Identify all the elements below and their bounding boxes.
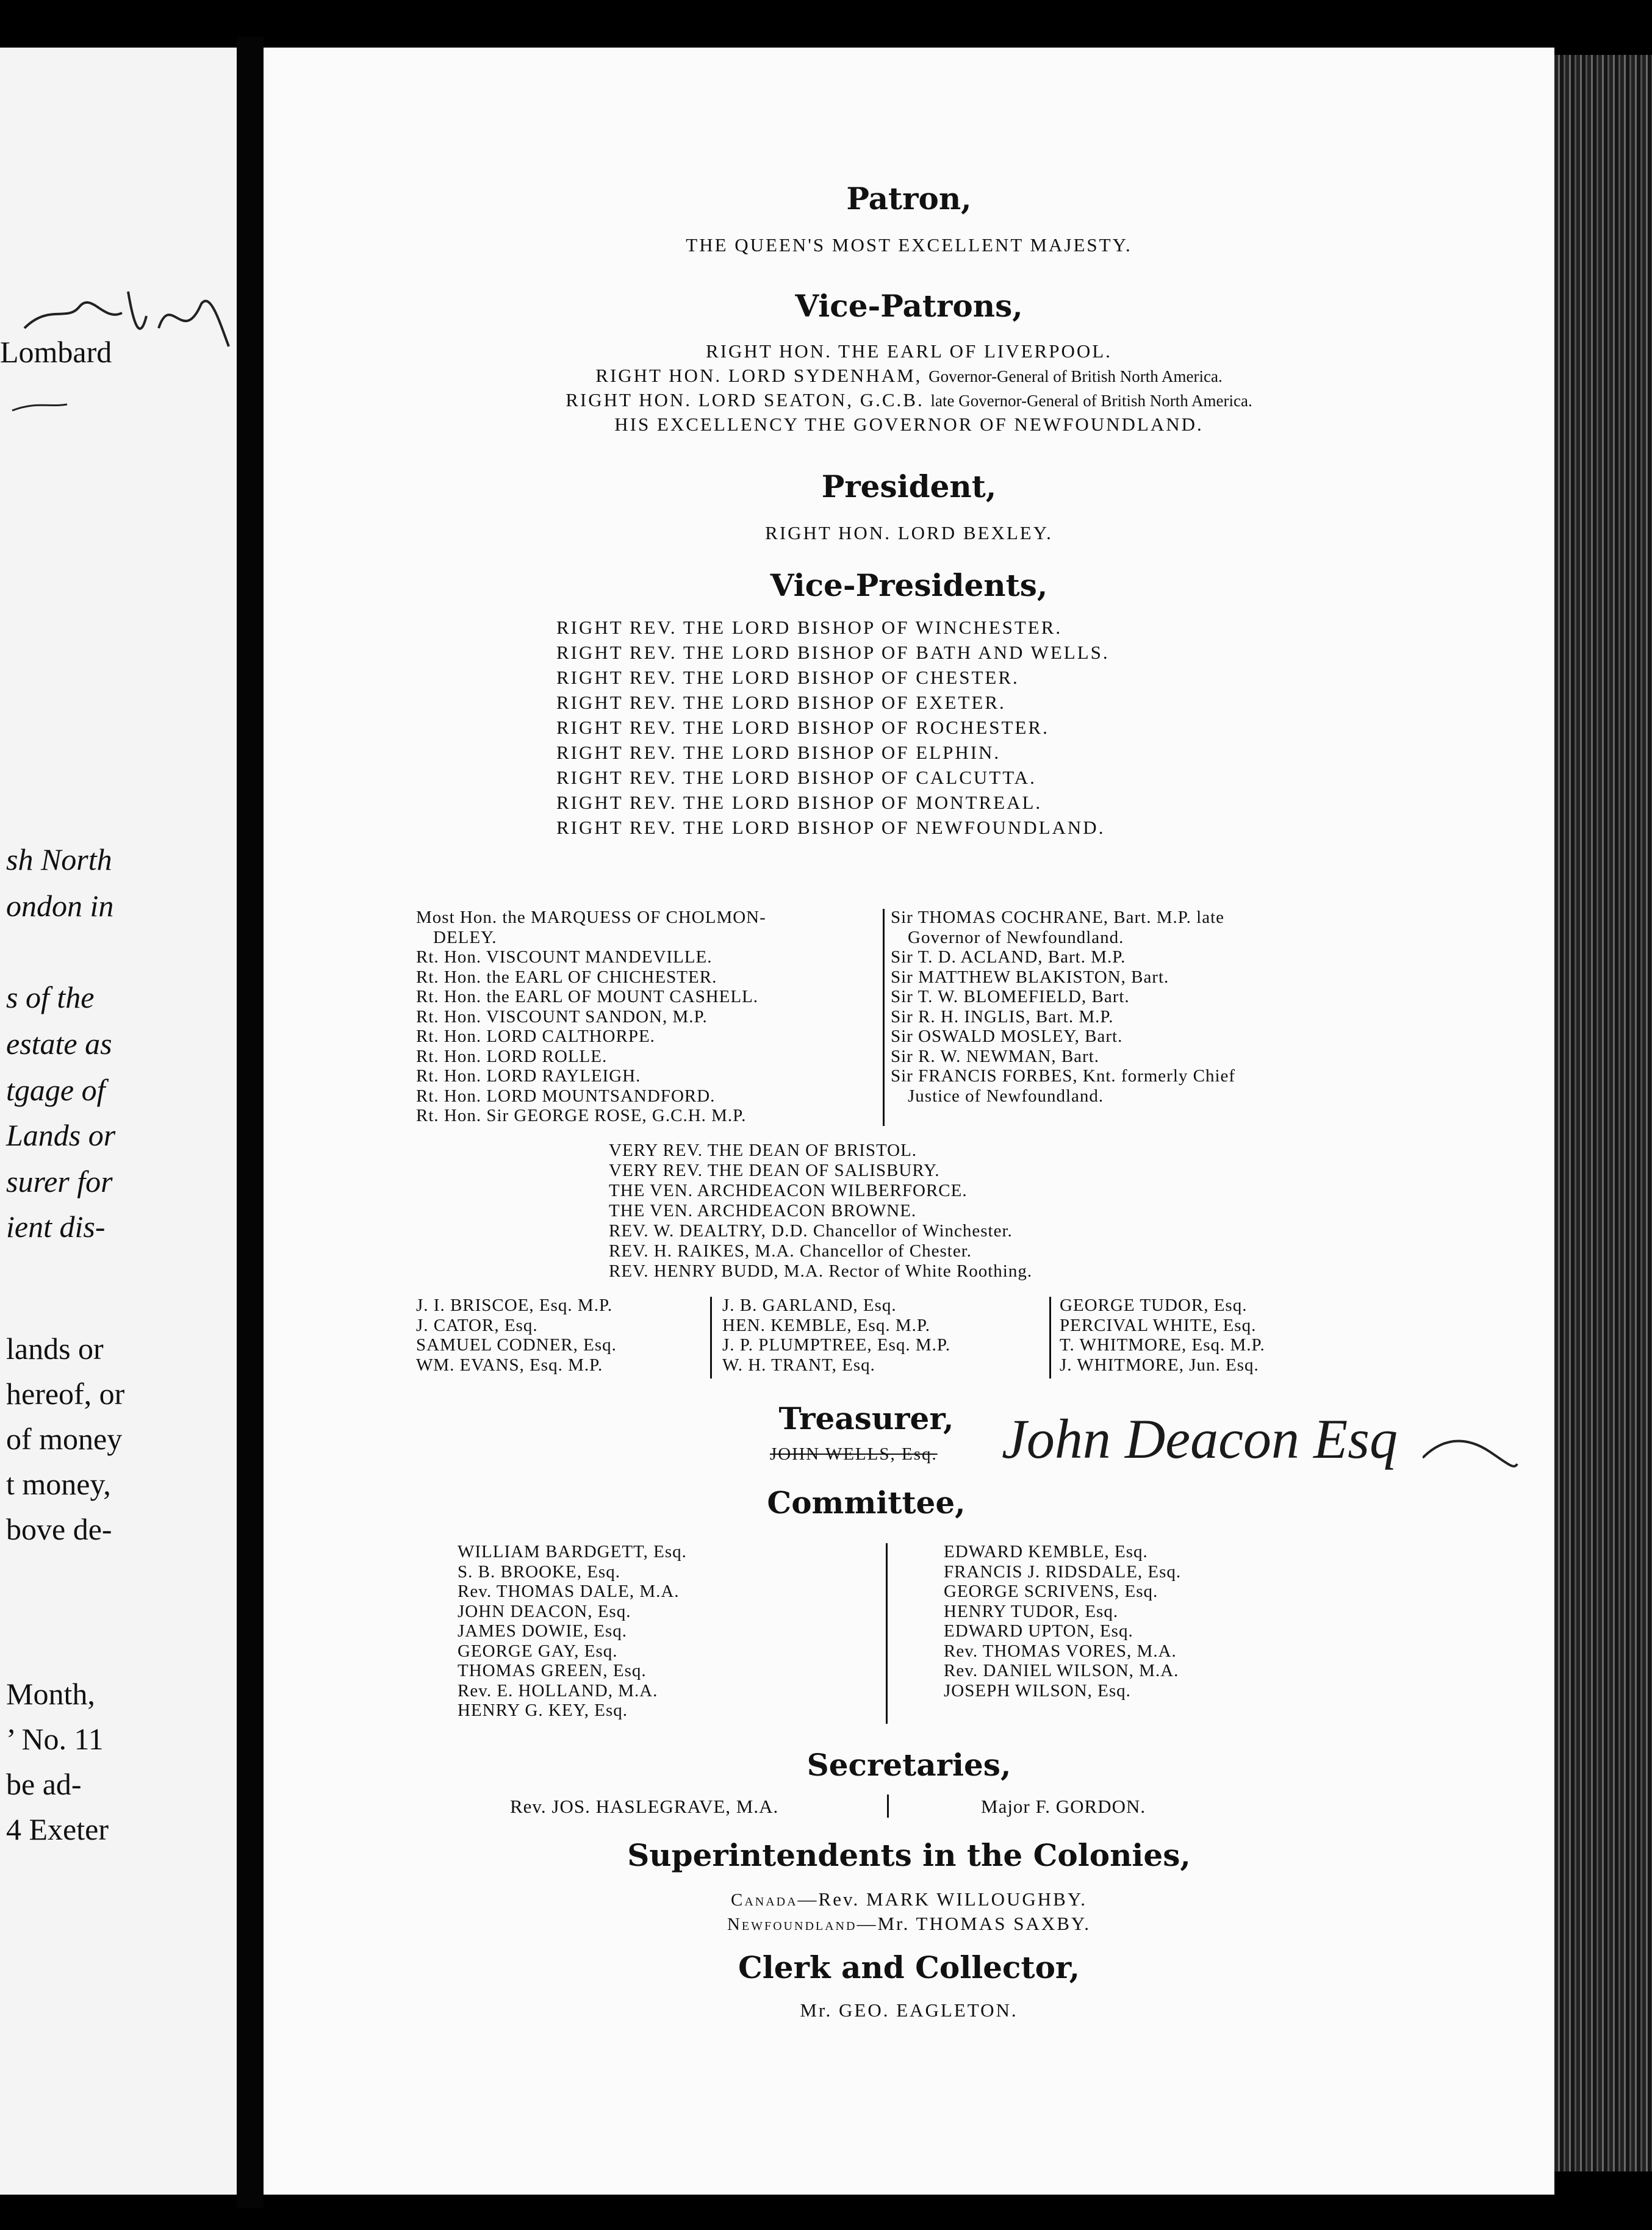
clergy-line: VERY REV. THE DEAN OF SALISBURY. [609, 1161, 940, 1180]
president-heading: President, [821, 468, 997, 504]
secretary-left: Rev. JOS. HASLEGRAVE, M.A. [510, 1796, 779, 1817]
patron-heading: Patron, [846, 181, 972, 217]
esquire-line: PERCIVAL WHITE, Esq. [1060, 1315, 1257, 1335]
struck-treasurer-name: JOHN WELLS, Esq. [770, 1444, 938, 1464]
bishop-line: RIGHT REV. THE LORD BISHOP OF ELPHIN. [556, 742, 1001, 763]
committee-member: Rev. DANIEL WILSON, M.A. [944, 1661, 1179, 1680]
left-fragment: be ad- [6, 1767, 82, 1801]
left-page [0, 48, 237, 2195]
left-fragment: surer for [6, 1164, 113, 1199]
bishop-line: RIGHT REV. THE LORD BISHOP OF WINCHESTER. [556, 617, 1063, 638]
committee-member: Rev. E. HOLLAND, M.A. [458, 1680, 658, 1701]
vice-patron [264, 414, 1554, 436]
lord-line: Rt. Hon. LORD ROLLE. [416, 1046, 608, 1066]
clergy-line: VERY REV. THE DEAN OF BRISTOL. [609, 1141, 918, 1160]
committee-left-column [458, 1542, 687, 1721]
committee-member: Rev. THOMAS DALE, M.A. [458, 1582, 680, 1601]
column-divider [883, 909, 885, 1126]
colony-name: Newfoundland [727, 1915, 857, 1934]
esquire-line: J. WHITMORE, Jun. Esq. [1060, 1355, 1259, 1375]
lord-line: Rt. Hon. the EARL OF CHICHESTER. [416, 967, 717, 987]
lord-line: Rt. Hon. the EARL OF MOUNT CASHELL. [416, 987, 759, 1006]
esquire-line: J. CATOR, Esq. [416, 1315, 538, 1335]
esquires-column-2 [722, 1296, 950, 1375]
esquires-column-3 [1060, 1296, 1265, 1375]
president-name: RIGHT HON. LORD BEXLEY. [765, 522, 1053, 543]
vice-patron-name: RIGHT HON. LORD SYDENHAM, [595, 365, 922, 386]
left-fragment: ient dis- [6, 1210, 106, 1244]
committee-member: JOSEPH WILSON, Esq. [944, 1680, 1131, 1701]
lord-line: Rt. Hon. LORD MOUNTSANDFORD. [416, 1086, 716, 1106]
committee-member: Rev. THOMAS VORES, M.A. [944, 1641, 1177, 1661]
esquire-line: J. B. GARLAND, Esq. [722, 1296, 897, 1315]
vice-patron-note: late Governor-General of British North America. [930, 392, 1252, 410]
clergy-line: REV. W. DEALTRY, D.D. Chancellor of Winchester. [609, 1221, 1013, 1241]
left-fragment: Lands or [6, 1118, 116, 1152]
committee-member: EDWARD KEMBLE, Esq. [944, 1542, 1148, 1561]
lord-line: Rt. Hon. Sir GEORGE ROSE, G.C.H. M.P. [416, 1106, 747, 1125]
bishop-line: RIGHT REV. THE LORD BISHOP OF MONTREAL. [556, 792, 1043, 813]
esquires-column-1 [416, 1296, 617, 1375]
vice-patron-name: RIGHT HON. LORD SEATON, G.C.B. [566, 389, 924, 411]
superintendent-name: —Mr. THOMAS SAXBY. [857, 1913, 1091, 1934]
lords-left-column [416, 908, 766, 1126]
lord-line: Rt. Hon. VISCOUNT SANDON, M.P. [416, 1006, 708, 1027]
vice-patron-name: RIGHT HON. THE EARL OF LIVERPOOL. [706, 340, 1112, 362]
committee-member: S. B. BROOKE, Esq. [458, 1561, 620, 1582]
committee-right-column [944, 1542, 1181, 1701]
left-fragment: Lombard [0, 335, 112, 369]
left-fragment: tgage of [6, 1073, 106, 1107]
lord-line: Sir FRANCIS FORBES, Knt. formerly Chief [891, 1066, 1236, 1086]
column-divider [710, 1297, 712, 1379]
esquire-line: HEN. KEMBLE, Esq. M.P. [722, 1315, 931, 1335]
esquire-line: W. H. TRANT, Esq. [722, 1355, 875, 1375]
lords-right-column [891, 908, 1235, 1106]
book-gutter [237, 37, 264, 2208]
esquire-line: J. P. PLUMPTREE, Esq. M.P. [722, 1335, 951, 1355]
lord-line: Sir MATTHEW BLAKISTON, Bart. [891, 967, 1169, 987]
clergy-line: THE VEN. ARCHDEACON WILBERFORCE. [609, 1181, 968, 1200]
vice-patron-name: HIS EXCELLENCY THE GOVERNOR OF NEWFOUNDLAND. [614, 414, 1204, 435]
left-fragment: sh North [6, 842, 112, 877]
bishop-line: RIGHT REV. THE LORD BISHOP OF BATH AND WELLS. [556, 642, 1110, 663]
vice-patron [264, 389, 1554, 411]
lord-line: Rt. Hon. VISCOUNT MANDEVILLE. [416, 947, 713, 967]
committee-member: EDWARD UPTON, Esq. [944, 1621, 1133, 1641]
lord-line: DELEY. [433, 927, 497, 947]
left-fragment: ondon in [6, 889, 114, 923]
committee-member: FRANCIS J. RIDSDALE, Esq. [944, 1561, 1182, 1582]
committee-member: HENRY G. KEY, Esq. [458, 1701, 628, 1720]
bishop-line: RIGHT REV. THE LORD BISHOP OF NEWFOUNDLAND. [556, 817, 1105, 838]
superintendent-line [264, 1913, 1554, 1935]
lord-line: Governor of Newfoundland. [908, 927, 1124, 947]
committee-member: JAMES DOWIE, Esq. [458, 1621, 627, 1641]
treasurer-heading: Treasurer, [778, 1400, 954, 1436]
patron-name: THE QUEEN'S MOST EXCELLENT MAJESTY. [686, 234, 1132, 256]
vice-patron-note: Governor-General of British North America. [928, 367, 1223, 385]
left-fragment: bove de- [6, 1512, 112, 1546]
clergy-line: REV. H. RAIKES, M.A. Chancellor of Chester. [609, 1241, 972, 1261]
vice-patrons-heading: Vice-Patrons, [795, 288, 1023, 324]
left-fragment: ’ No. 11 [6, 1722, 104, 1756]
committee-member: WILLIAM BARDGETT, Esq. [458, 1542, 687, 1561]
lord-line: Sir R. W. NEWMAN, Bart. [891, 1046, 1099, 1066]
superintendent-line [264, 1888, 1554, 1910]
clergy-list [609, 1141, 1032, 1282]
left-fragment: s of the [6, 980, 95, 1014]
colony-name: Canada [730, 1890, 798, 1910]
clergy-line: REV. HENRY BUDD, M.A. Rector of White Roothing. [609, 1261, 1033, 1281]
bishops-list [556, 615, 1110, 840]
page-fore-edge [1554, 55, 1652, 2171]
committee-member: HENRY TUDOR, Esq. [944, 1601, 1119, 1621]
left-fragment: hereof, or [6, 1377, 125, 1411]
vice-patron [264, 365, 1554, 387]
left-fragment: estate as [6, 1027, 112, 1061]
clergy-line: THE VEN. ARCHDEACON BROWNE. [609, 1201, 917, 1221]
bishop-line: RIGHT REV. THE LORD BISHOP OF CHESTER. [556, 667, 1019, 688]
secretary-right: Major F. GORDON. [981, 1796, 1146, 1817]
superintendent-name: —Rev. MARK WILLOUGHBY. [797, 1888, 1087, 1910]
esquire-line: WM. EVANS, Esq. M.P. [416, 1355, 603, 1375]
lord-line: Sir R. H. INGLIS, Bart. M.P. [891, 1006, 1114, 1027]
lord-line: Most Hon. the MARQUESS OF CHOLMON- [416, 908, 766, 927]
lord-line: Justice of Newfoundland. [908, 1086, 1104, 1106]
esquire-line: J. I. BRISCOE, Esq. M.P. [416, 1296, 613, 1315]
clerk-heading: Clerk and Collector, [738, 1949, 1080, 1985]
column-divider [886, 1543, 888, 1724]
lord-line: Sir T. W. BLOMEFIELD, Bart. [891, 987, 1130, 1006]
clerk-name: Mr. GEO. EAGLETON. [800, 1999, 1018, 2021]
handwritten-flourish [1423, 1427, 1520, 1476]
lord-line: Rt. Hon. LORD CALTHORPE. [416, 1027, 655, 1046]
vice-presidents-heading: Vice-Presidents, [770, 567, 1048, 603]
bishop-line: RIGHT REV. THE LORD BISHOP OF ROCHESTER. [556, 717, 1049, 738]
committee-heading: Committee, [767, 1485, 966, 1521]
committee-member: GEORGE SCRIVENS, Esq. [944, 1582, 1158, 1601]
left-fragment: t money, [6, 1467, 111, 1501]
esquire-line: T. WHITMORE, Esq. M.P. [1060, 1335, 1265, 1355]
lord-line: Sir OSWALD MOSLEY, Bart. [891, 1027, 1123, 1046]
committee-member: GEORGE GAY, Esq. [458, 1641, 618, 1661]
vice-patron [264, 340, 1554, 362]
lord-line: Sir T. D. ACLAND, Bart. M.P. [891, 947, 1126, 967]
bishop-line: RIGHT REV. THE LORD BISHOP OF CALCUTTA. [556, 767, 1036, 788]
column-divider [1049, 1297, 1051, 1379]
secretaries-heading: Secretaries, [806, 1747, 1011, 1783]
lord-line: Sir THOMAS COCHRANE, Bart. M.P. late [891, 908, 1225, 927]
lord-line: Rt. Hon. LORD RAYLEIGH. [416, 1066, 641, 1086]
esquire-line: GEORGE TUDOR, Esq. [1060, 1296, 1248, 1315]
bishop-line: RIGHT REV. THE LORD BISHOP OF EXETER. [556, 692, 1006, 713]
left-fragment: 4 Exeter [6, 1812, 109, 1846]
left-fragment: lands or [6, 1332, 104, 1366]
main-page [264, 48, 1554, 2195]
superintendents-heading: Superintendents in the Colonies, [627, 1837, 1191, 1873]
left-fragment: Month, [6, 1677, 95, 1711]
handwritten-treasurer: John Deacon Esq [1002, 1408, 1398, 1470]
column-divider [887, 1794, 889, 1818]
esquire-line: SAMUEL CODNER, Esq. [416, 1335, 617, 1355]
left-fragment: of money [6, 1422, 123, 1456]
committee-member: JOHN DEACON, Esq. [458, 1601, 631, 1621]
committee-member: THOMAS GREEN, Esq. [458, 1661, 647, 1680]
